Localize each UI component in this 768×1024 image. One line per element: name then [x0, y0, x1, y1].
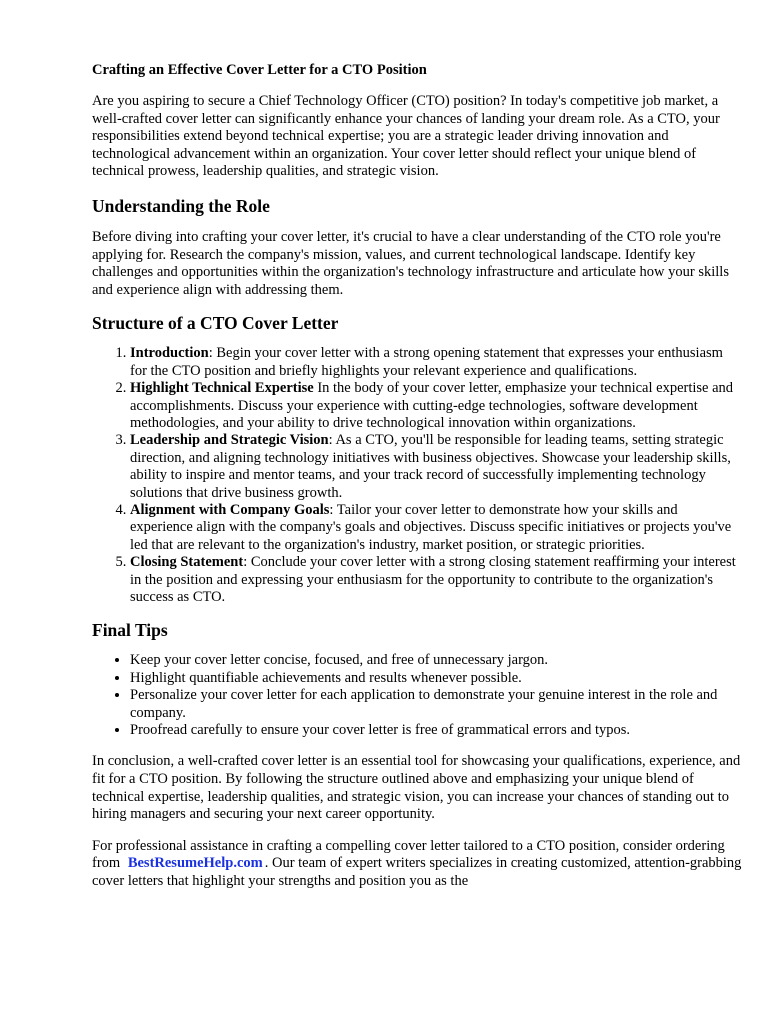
professional-text-before: For professional assistance in crafting a compelling cover letter tailored to a CTO position, consider ordering from: [92, 837, 725, 872]
professional-text-after: . Our team of expert writers specializes in creating customized, attention-grabbing cover letters that highlight your strengths and position you as the: [92, 855, 742, 890]
structure-term: Highlight Technical Expertise: [130, 380, 314, 397]
structure-term: Introduction: [130, 345, 209, 362]
structure-term: Leadership and Strategic Vision: [130, 432, 329, 449]
structure-sep: :: [329, 502, 334, 518]
structure-term: Closing Statement: [130, 554, 244, 571]
structure-list-item: [130, 502, 742, 554]
structure-list-item: [130, 432, 742, 502]
section-heading-role: Understanding the Role: [92, 195, 270, 216]
structure-text: Begin your cover letter with a strong opening statement that expresses your enthusiasm for the CTO position and briefly highlights your relevant experience and qualifications.: [130, 345, 723, 379]
structure-sep: :: [243, 554, 248, 571]
structure-text: Tailor your cover letter to demonstrate how your skills and experience align with the company's goals and objectives. Discuss specific initiatives or projects you've led that are relevant to the organization's industry, market position, or strategic priorities.: [130, 502, 732, 553]
conclusion-paragraph: In conclusion, a well-crafted cover letter is an essential tool for showcasing your qualifications, experience, and fit for a CTO position. By following the structure outlined above and emphasizing your unique blend of technical expertise, leadership qualities, and strategic vision, you can increase your chances of standing out to hiring managers and securing your next career opportunity.: [92, 753, 741, 823]
structure-text: In the body of your cover letter, emphasize your technical expertise and accomplishments. Discuss your experience with cutting-edge technologies, software development methodologies, and your ability to drive technological innovation within organizations.: [130, 380, 734, 431]
bestresumehelp-link[interactable]: BestResumeHelp.com: [127, 855, 263, 872]
structure-sep: :: [328, 432, 333, 449]
section-heading-tips: Final Tips: [92, 620, 168, 641]
structure-list-item: [130, 345, 742, 380]
structure-list-item: [130, 554, 742, 606]
tip-item: • Personalize your cover letter for each application to demonstrate your genuine interest in the role and company.: [130, 687, 742, 722]
section-heading-structure: Structure of a CTO Cover Letter: [92, 313, 339, 334]
structure-term: Alignment with Company Goals: [130, 502, 330, 518]
structure-sep: :: [208, 345, 213, 362]
tip-item: • Highlight quantifiable achievements and results whenever possible.: [130, 670, 742, 687]
professional-paragraph: [92, 838, 742, 891]
tips-list: [92, 652, 742, 739]
role-paragraph: Before diving into crafting your cover letter, it's crucial to have a clear understanding of the CTO role you're applying for. Research the company's mission, values, and current technological landscape. Identify key challenges and opportunities within the organization's technology infrastructure and articulate how your skills and experience align with addressing them.: [92, 228, 729, 298]
tip-item: • Proofread carefully to ensure your cover letter is free of grammatical errors and typos.: [130, 722, 742, 739]
tip-item: • Keep your cover letter concise, focused, and free of unnecessary jargon.: [130, 652, 742, 669]
structure-list-item: [130, 380, 742, 432]
intro-paragraph: Are you aspiring to secure a Chief Technology Officer (CTO) position? In today's competitive job market, a well-crafted cover letter can significantly enhance your chances of landing your dream role. As a CTO, your responsibilities extend beyond technical expertise; you are a strategic leader driving innovation and technological advancement within an organization. Your cover letter should reflect your unique blend of technical prowess, leadership qualities, and strategic vision.: [92, 93, 720, 180]
structure-list: [92, 345, 742, 606]
structure-text: As a CTO, you'll be responsible for leading teams, setting strategic direction, and aligning technology initiatives with business objectives. Showcase your leadership skills, ability to inspire and mentor teams, and your track record of successfully implementing technology solutions that drive business growth.: [130, 432, 731, 501]
document-title: Crafting an Effective Cover Letter for a CTO Position: [92, 62, 427, 78]
structure-text: Conclude your cover letter with a strong closing statement reaffirming your interest in the position and expressing your enthusiasm for the opportunity to contribute to the organization's success as CTO.: [130, 554, 736, 606]
